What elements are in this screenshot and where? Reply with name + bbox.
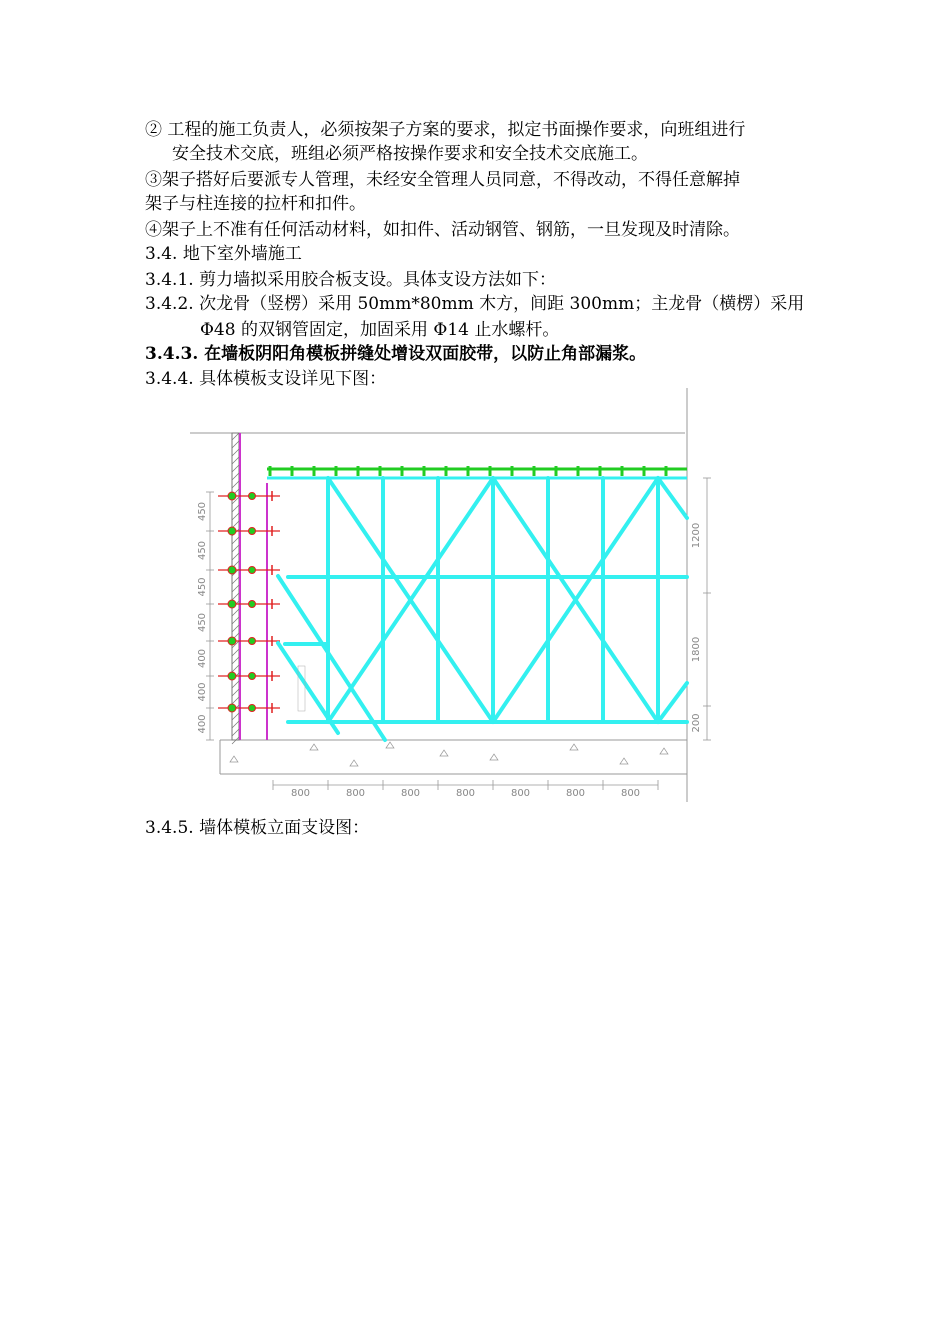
right-dim-label: 200 [691,713,702,733]
hatch-line [232,665,239,672]
section-3-4-heading: 3.4. 地下室外墙施工 [145,244,302,264]
bottom-dim-label: 800 [290,788,311,799]
aggregate-mark [490,754,498,760]
hatch-line [232,657,239,664]
diagonal-brace [658,478,687,518]
steel-scaffold [278,478,687,740]
paragraph-3-line-1: ③架子搭好后要派专人管理，未经安全管理人员同意，不得改动，不得任意解掉 [145,170,740,190]
hatch-line [232,553,239,560]
bolt-nut-left [228,566,236,574]
left-dim-label: 450 [197,577,208,597]
left-dim-label: 400 [197,682,208,702]
bolt-nut-left [228,672,236,680]
hatch-line [232,713,239,720]
right-dim-label: 1800 [691,636,702,663]
hatch-line [232,649,239,656]
section-3-4-5: 3.4.5. 墙体模板立面支设图： [145,818,370,838]
wall-hatch [232,433,239,744]
hatch-line [232,625,239,632]
bolt-nut-mid [249,673,256,680]
bottom-dim-label: 800 [400,788,421,799]
left-dim-label: 400 [197,714,208,734]
hatch-line [232,441,239,448]
hatch-line [232,545,239,552]
hatch-line [232,585,239,592]
right-dim-label: 1200 [691,522,702,549]
aggregate-mark [310,744,318,750]
section-3-4-2-line-1: 3.4.2. 次龙骨（竖楞）采用 50mm*80mm 木方，间距 300mm；主龙骨（横楞）采用 [145,294,805,314]
bolt-nut-mid [249,567,256,574]
bolt-nut-left [228,637,236,645]
section-3-4-3-bold: 3.4.3. 在墙板阴阳角模板拼缝处增设双面胶带，以防止角部漏浆。 [145,344,647,364]
hatch-line [232,577,239,584]
bolt-nut-mid [249,705,256,712]
slab-aggregate-marks [230,742,668,766]
bolt-nut-left [228,600,236,608]
paragraph-3-line-2: 架子与柱连接的拉杆和扣件。 [145,194,366,214]
hatch-line [232,481,239,488]
diagonal-brace [658,683,687,722]
hatch-line [232,689,239,696]
left-dim-label: 450 [197,540,208,561]
aggregate-mark [440,750,448,756]
hatch-line [232,513,239,520]
aggregate-mark [386,742,394,748]
bottom-dimensions [273,780,658,799]
bottom-dim-label: 800 [345,788,366,799]
section-3-4-2-line-2: Φ48 的双钢管固定，加固采用 Φ14 止水螺杆。 [200,320,560,340]
bolt-nut-mid [249,528,256,535]
bolt-nut-left [228,527,236,535]
bottom-dim-label: 800 [455,788,476,799]
hatch-line [232,465,239,472]
hatch-line [232,505,239,512]
hatch-line [232,537,239,544]
paragraph-2-line-2: 安全技术交底，班组必须严格按操作要求和安全技术交底施工。 [172,144,648,164]
hatch-line [232,721,239,728]
bolt-nut-left [228,492,236,500]
left-dim-label: 450 [197,501,208,522]
section-3-4-4: 3.4.4. 具体模板支设详见下图： [145,369,387,389]
hatch-line [232,729,239,736]
hatch-line [232,449,239,456]
bolt-nut-mid [249,601,256,608]
bolt-nut-mid [249,638,256,645]
formwork-section-drawing [190,388,700,802]
hatch-line [232,681,239,688]
hatch-line [232,457,239,464]
aggregate-mark [660,748,668,754]
bottom-dim-label: 800 [565,788,586,799]
bolt-nut-left [228,704,236,712]
left-dim-label: 400 [197,648,208,669]
tie-bolts [218,491,280,713]
aggregate-mark [570,744,578,750]
paragraph-4-line-1: ④架子上不准有任何活动材料，如扣件、活动钢管、钢筋，一旦发现及时清除。 [145,220,740,240]
bottom-dim-label: 800 [620,788,641,799]
left-dim-label: 450 [197,612,208,633]
hatch-line [232,473,239,480]
aggregate-mark [350,760,358,766]
hatch-line [232,609,239,616]
aggregate-mark [620,758,628,764]
bolt-nut-mid [249,493,256,500]
section-3-4-1: 3.4.1. 剪力墙拟采用胶合板支设。具体支设方法如下： [145,270,557,290]
right-dimensions [691,478,711,740]
bottom-dim-label: 800 [510,788,531,799]
hatch-line [232,617,239,624]
left-dimensions [197,492,214,740]
hatch-line [232,593,239,600]
hatch-line [232,697,239,704]
hatch-line [232,433,239,440]
paragraph-2-line-1: ② 工程的施工负责人，必须按架子方案的要求，拟定书面操作要求，向班组进行 [145,120,746,140]
aggregate-mark [230,756,238,762]
